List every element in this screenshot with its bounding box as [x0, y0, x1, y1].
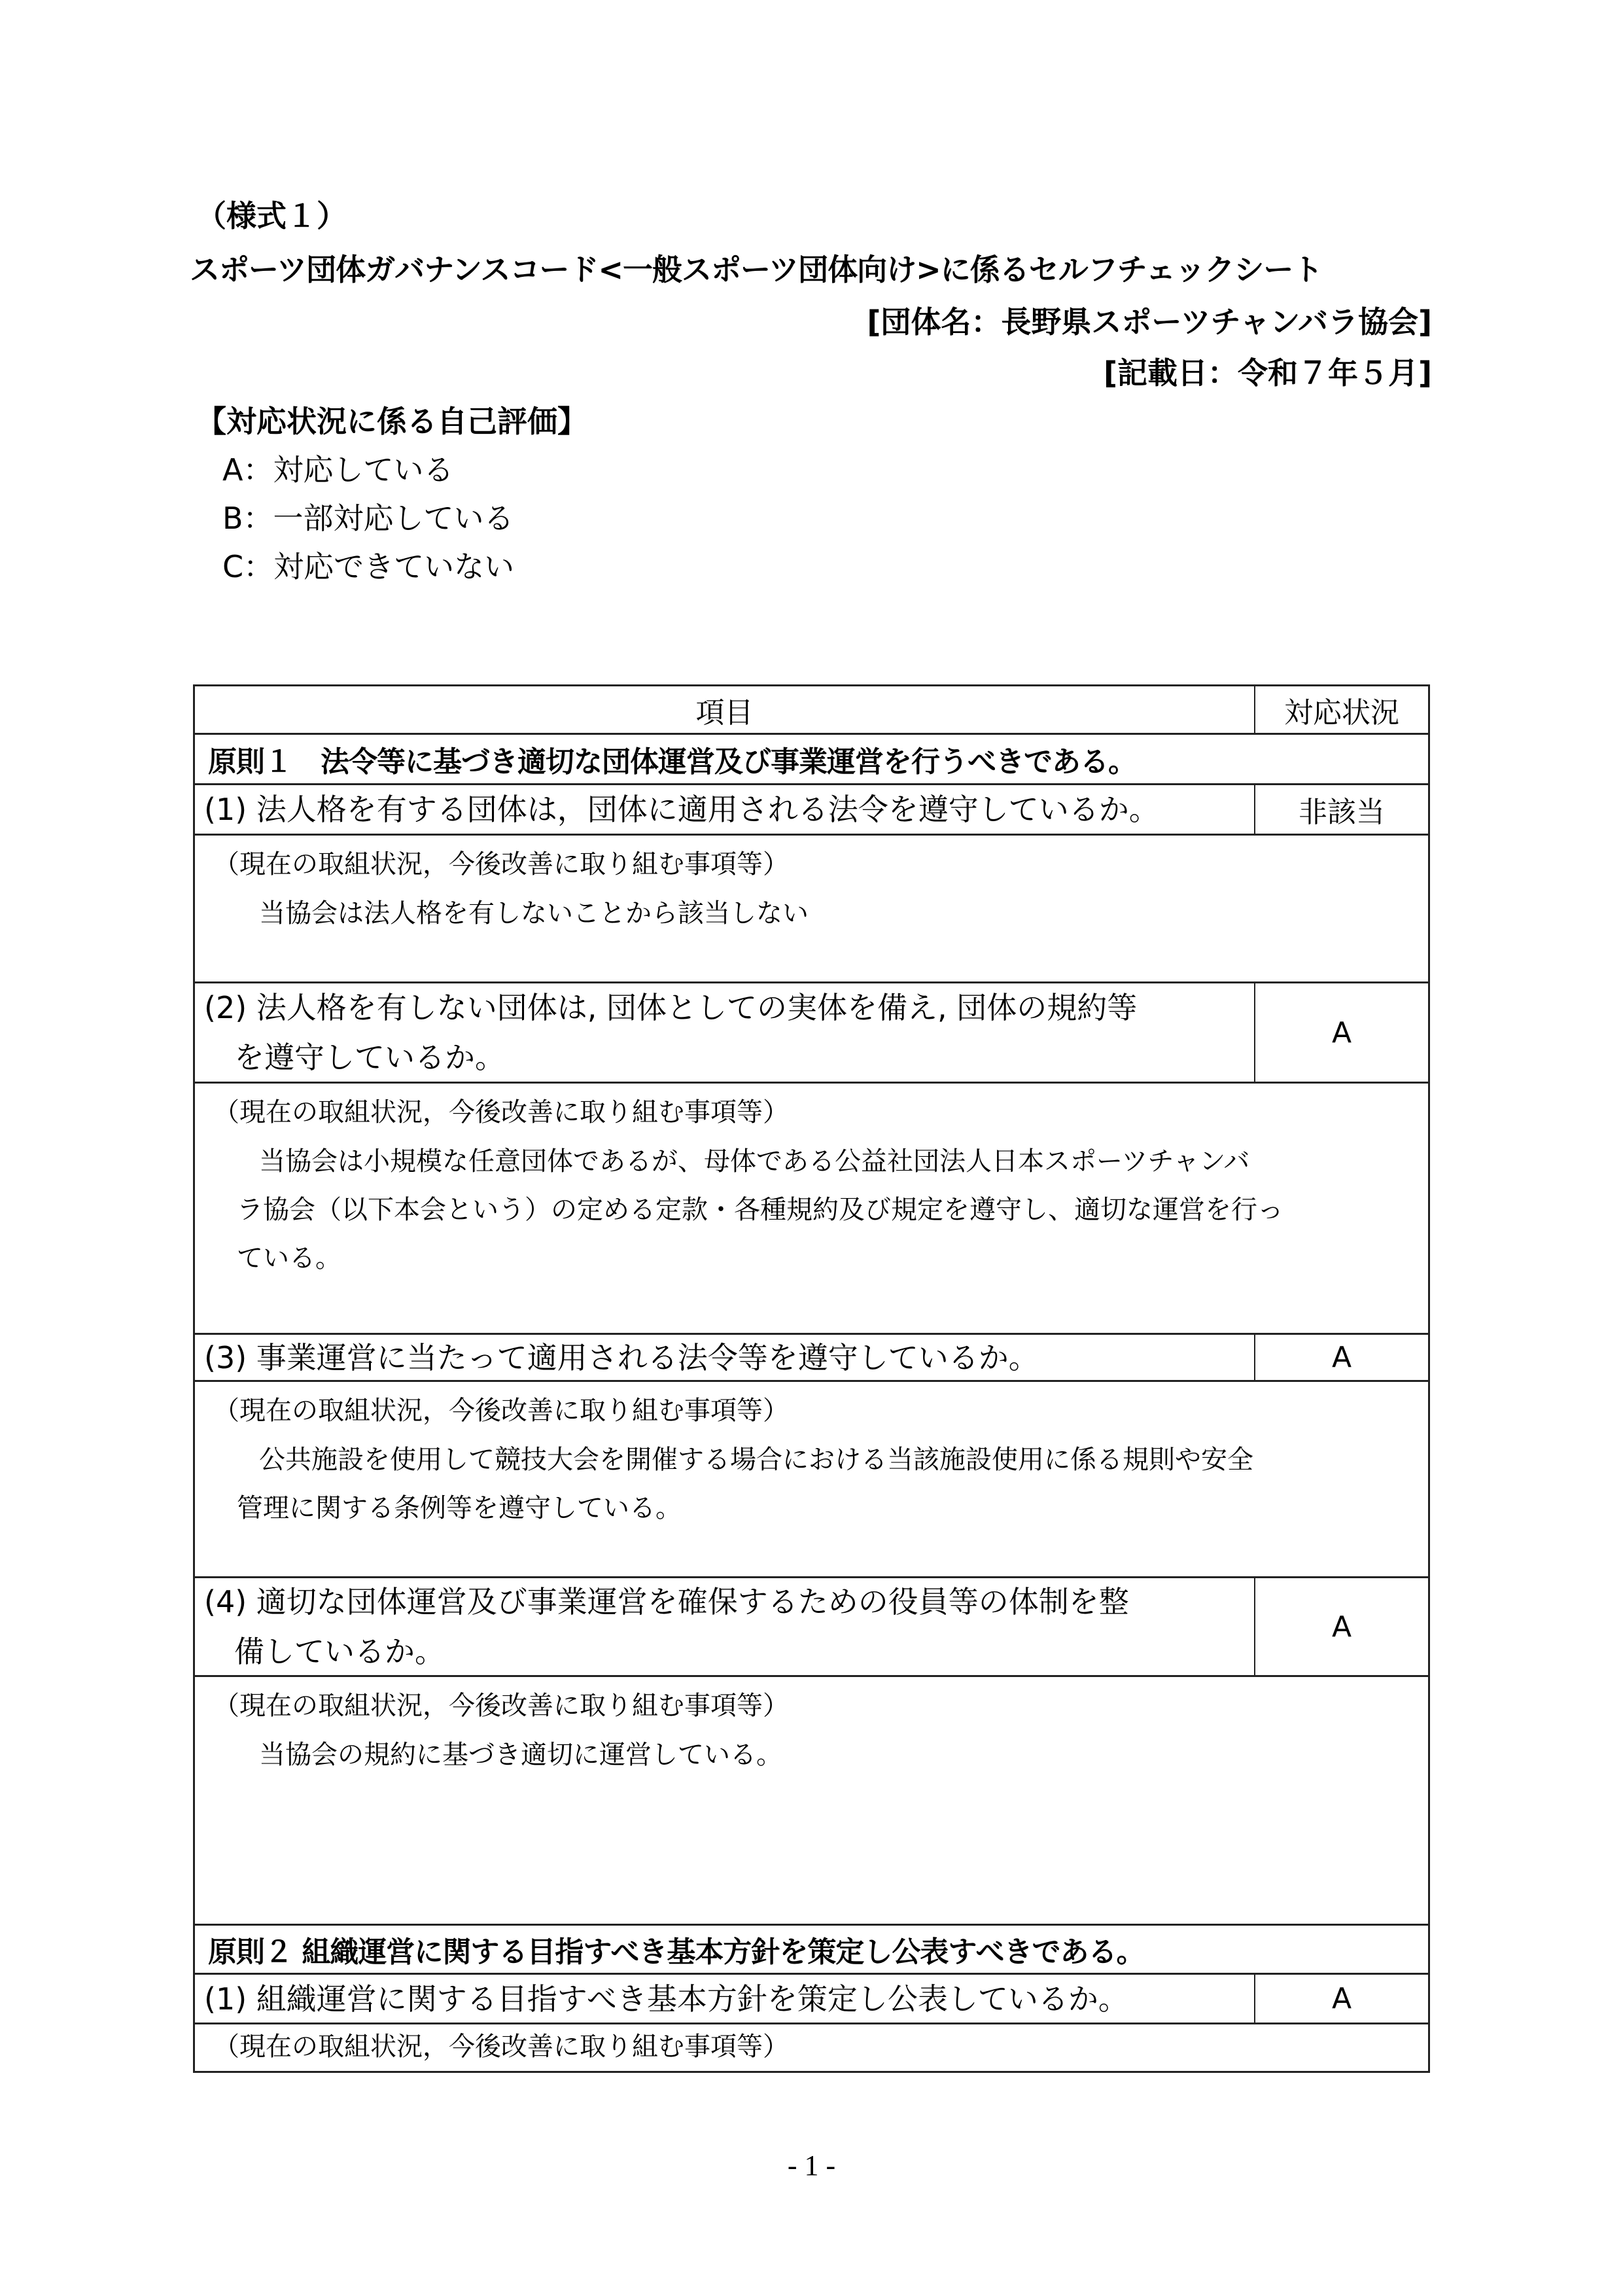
note-label: （現在の取組状況，今後改善に取り組む事項等） — [213, 1097, 789, 1127]
form-label: （様式１） — [196, 198, 347, 234]
organization-name: [団体名：長野県スポーツチャンバラ協会] — [867, 304, 1432, 340]
legend-item-a: A：対応している — [222, 452, 454, 487]
note-text — [213, 1436, 1415, 1532]
note-text — [213, 889, 1415, 938]
status-value: A — [1331, 1982, 1352, 2015]
question-line: (1) 法人格を有する団体は，団体に適用される法令を遵守しているか。 — [204, 792, 1159, 827]
question-line: を遵守しているか。 — [234, 1040, 505, 1075]
question-text — [195, 1975, 1255, 2022]
legend-item-b: B：一部対応している — [222, 501, 514, 536]
document-title: スポーツ団体ガバナンスコード<一般スポーツ団体向け>に係るセルフチェックシート — [190, 252, 1323, 287]
question-text — [195, 785, 1255, 834]
column-header-status: 対応状況 — [1284, 696, 1399, 730]
question-line: (2) 法人格を有しない団体は, 団体としての実体を備え, 団体の規約等 — [204, 990, 1138, 1025]
legend-title: 【対応状況に係る自己評価】 — [196, 404, 587, 439]
note-row — [193, 836, 1430, 983]
page-number: - 1 - — [787, 2149, 836, 2181]
note-line: 公共施設を使用して競技大会を開催する場合における当該施設使用に係る規則や安全 — [259, 1445, 1253, 1475]
note-row — [193, 1382, 1430, 1578]
question-line: 備しているか。 — [234, 1634, 445, 1669]
note-row — [193, 2024, 1430, 2073]
note-label: （現在の取組状況，今後改善に取り組む事項等） — [213, 1691, 789, 1721]
self-check-table — [193, 684, 1430, 2073]
legend-item-c: C：対応できていない — [222, 549, 515, 584]
note-label: （現在の取組状況，今後改善に取り組む事項等） — [213, 849, 789, 879]
question-row — [193, 983, 1430, 1084]
note-line: 当協会は法人格を有しないことから該当しない — [259, 898, 809, 928]
note-label: （現在の取組状況，今後改善に取り組む事項等） — [213, 2032, 789, 2062]
note-row — [193, 1084, 1430, 1335]
note-text — [213, 1731, 1415, 1779]
note-line: 当協会は小規模な任意団体であるが、母体である公益社団法人日本スポーツチャンバ — [259, 1146, 1250, 1176]
status-value: A — [1331, 1341, 1352, 1374]
note-line: ている。 — [237, 1243, 341, 1273]
question-text — [195, 1578, 1255, 1675]
question-text — [195, 1335, 1255, 1380]
question-row — [193, 1335, 1430, 1382]
status-value: A — [1331, 1610, 1352, 1644]
status-value: 非該当 — [1299, 796, 1385, 829]
question-row — [193, 1578, 1430, 1677]
principle-2-title: 原則２ 組織運営に関する目指すべき基本方針を策定し公表すべきである。 — [193, 1926, 1430, 1975]
note-text — [213, 1137, 1415, 1282]
question-row — [193, 1975, 1430, 2024]
note-line: ラ協会（以下本会という）の定める定款・各種規約及び規定を遵守し、適切な運営を行っ — [237, 1195, 1283, 1225]
question-line: (3) 事業運営に当たって適用される法令等を遵守しているか。 — [204, 1339, 1039, 1375]
table-header-row — [193, 684, 1430, 735]
column-header-item: 項目 — [195, 686, 1255, 733]
principle-1-title: 原則１ 法令等に基づき適切な団体運営及び事業運営を行うべきである。 — [193, 735, 1430, 785]
question-row — [193, 785, 1430, 836]
note-line: 当協会の規約に基づき適切に運営している。 — [259, 1740, 782, 1770]
question-text — [195, 983, 1255, 1082]
document-date: [記載日：令和７年５月] — [1103, 355, 1432, 391]
question-line: (4) 適切な団体運営及び事業運営を確保するための役員等の体制を整 — [204, 1584, 1129, 1619]
note-line: 管理に関する条例等を遵守している。 — [237, 1493, 682, 1523]
note-label: （現在の取組状況，今後改善に取り組む事項等） — [213, 1396, 789, 1426]
status-value: A — [1331, 1016, 1352, 1050]
note-row — [193, 1677, 1430, 1926]
question-line: (1) 組織運営に関する目指すべき基本方針を策定し公表しているか。 — [204, 1981, 1128, 2017]
